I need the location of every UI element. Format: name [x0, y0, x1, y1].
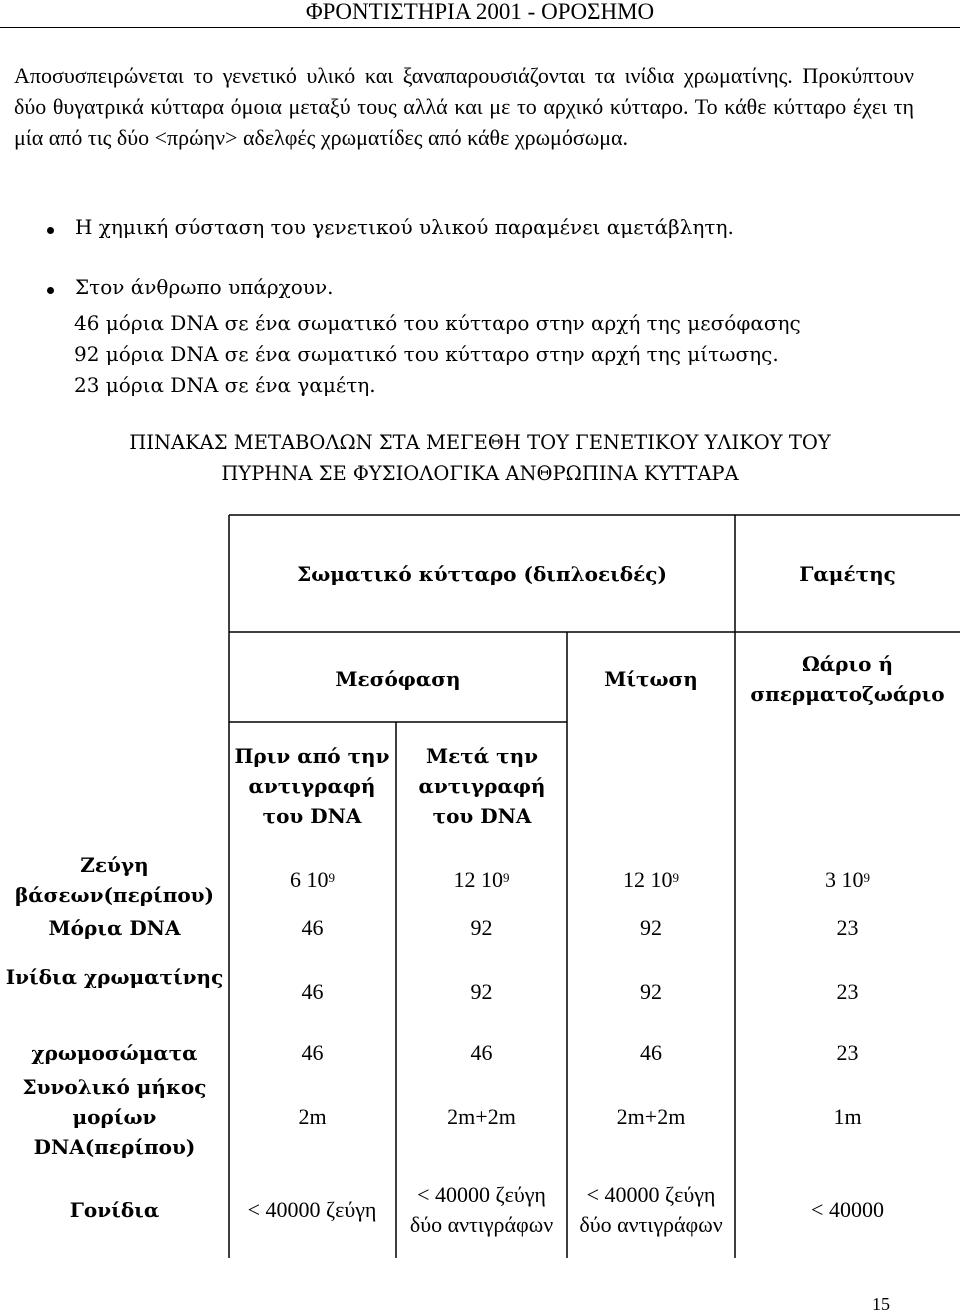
table-title-line: ΠΥΡΗΝΑ ΣΕ ΦΥΣΙΟΛΟΓΙΚΑ ΑΝΘΡΩΠΙΝΑ ΚΥΤΤΑΡΑ: [221, 462, 739, 485]
table-cell: 46: [640, 1040, 662, 1065]
table-cell: 92: [470, 915, 493, 940]
dna-line: 92 μόρια DNA σε ένα σωματικό του κύτταρο στην αρχή της μίτωσης.: [74, 342, 779, 366]
table-cell: 46: [301, 979, 324, 1004]
bullet-dot-icon: [47, 227, 54, 234]
table-cell: < 40000 ζεύγη δύο αντιγράφων: [409, 1182, 554, 1237]
dna-line: 23 μόρια DNA σε ένα γαμέτη.: [74, 373, 376, 397]
table-cell: 46: [301, 1040, 324, 1065]
row-label: Ινίδια χρωματίνης: [5, 965, 224, 989]
row-label: Ζεύγη βάσεων(περίπου): [14, 853, 215, 907]
row-label: Μόρια DNA: [48, 916, 181, 940]
header-egg-sperm: Ωάριο ή σπερματοζωάριο: [750, 652, 945, 706]
table-cell: 12 10 $^9$: [453, 867, 510, 892]
table-cell: 92: [640, 915, 662, 940]
table-cell: 2m: [298, 1104, 327, 1129]
table-cell: < 40000 ζεύγη: [247, 1197, 377, 1222]
bullet-text: Στον άνθρωπο υπάρχουν.: [75, 275, 334, 299]
table-cell: 46: [301, 915, 324, 940]
dna-line: 46 μόρια DNA σε ένα σωματικό του κύτταρο στην αρχή της μεσόφασης: [74, 311, 801, 335]
table-cell: 46: [470, 1040, 493, 1065]
table-cell: 92: [640, 979, 662, 1004]
header-after-replication: Μετά την αντιγραφή του DNA: [418, 744, 546, 828]
table-cell: 1m: [833, 1104, 862, 1129]
table-cell: 6 10 $^9$: [290, 867, 335, 892]
table-cell: 23: [836, 979, 859, 1004]
table-cell: < 40000: [811, 1197, 884, 1222]
row-label: Γονίδια: [69, 1198, 160, 1222]
header-interphase: Μεσόφαση: [335, 667, 461, 691]
bullet-dot-icon: [47, 287, 54, 294]
table-cell: 92: [470, 979, 493, 1004]
table-cell: 2m+2m: [616, 1104, 686, 1129]
table-title-line: ΠΙΝΑΚΑΣ ΜΕΤΑΒΟΛΩΝ ΣΤΑ ΜΕΓΕΘΗ ΤΟΥ ΓΕΝΕΤΙΚΟΥ ΥΛΙΚΟΥ ΤΟΥ: [129, 431, 831, 454]
page-number: 15: [872, 1294, 890, 1314]
row-label: Συνολικό μήκος μορίων DNA(περίπου): [22, 1075, 207, 1159]
dna-count-list: [74, 308, 801, 401]
header-gamete: Γαμέτης: [799, 562, 896, 586]
table-cell: 23: [836, 1040, 859, 1065]
table-cell: 2m+2m: [447, 1104, 516, 1129]
table-cell: 23: [836, 915, 859, 940]
page-header: ΦΡΟΝΤΙΣΤΗΡΙΑ 2001 - ΟΡΟΣΗΜΟ: [305, 0, 655, 24]
table-title: [0, 427, 960, 489]
table-cell: < 40000 ζεύγη δύο αντιγράφων: [579, 1182, 723, 1237]
intro-paragraph: Αποσυσπειρώνεται το γενετικό υλικό και ξαναπαρουσιάζονται τα ινίδια χρωματίνης. Προκύπτουν δύο θυγατρικά κύτταρα όμοια μεταξύ τους αλλά και με το αρχικό κύτταρο. Το κάθε κύτταρο έχει τη μία από τις δύο <πρώην> αδελφές χρωματίδες από κάθε χρωμόσωμα.: [14, 63, 914, 150]
row-label: χρωμοσώματα: [31, 1041, 198, 1065]
header-mitosis: Μίτωση: [604, 667, 698, 691]
header-somatic-cell: Σωματικό κύτταρο (διπλοειδές): [297, 562, 667, 586]
header-before-replication: Πριν από την αντιγραφή του DNA: [234, 744, 390, 828]
table-cell: 3 10 $^9$: [825, 867, 870, 892]
table-cell: 12 10 $^9$: [623, 867, 679, 892]
bullet-text: Η χημική σύσταση του γενετικού υλικού παραμένει αμετάβλητη.: [75, 215, 734, 239]
header-rule: [0, 27, 960, 28]
